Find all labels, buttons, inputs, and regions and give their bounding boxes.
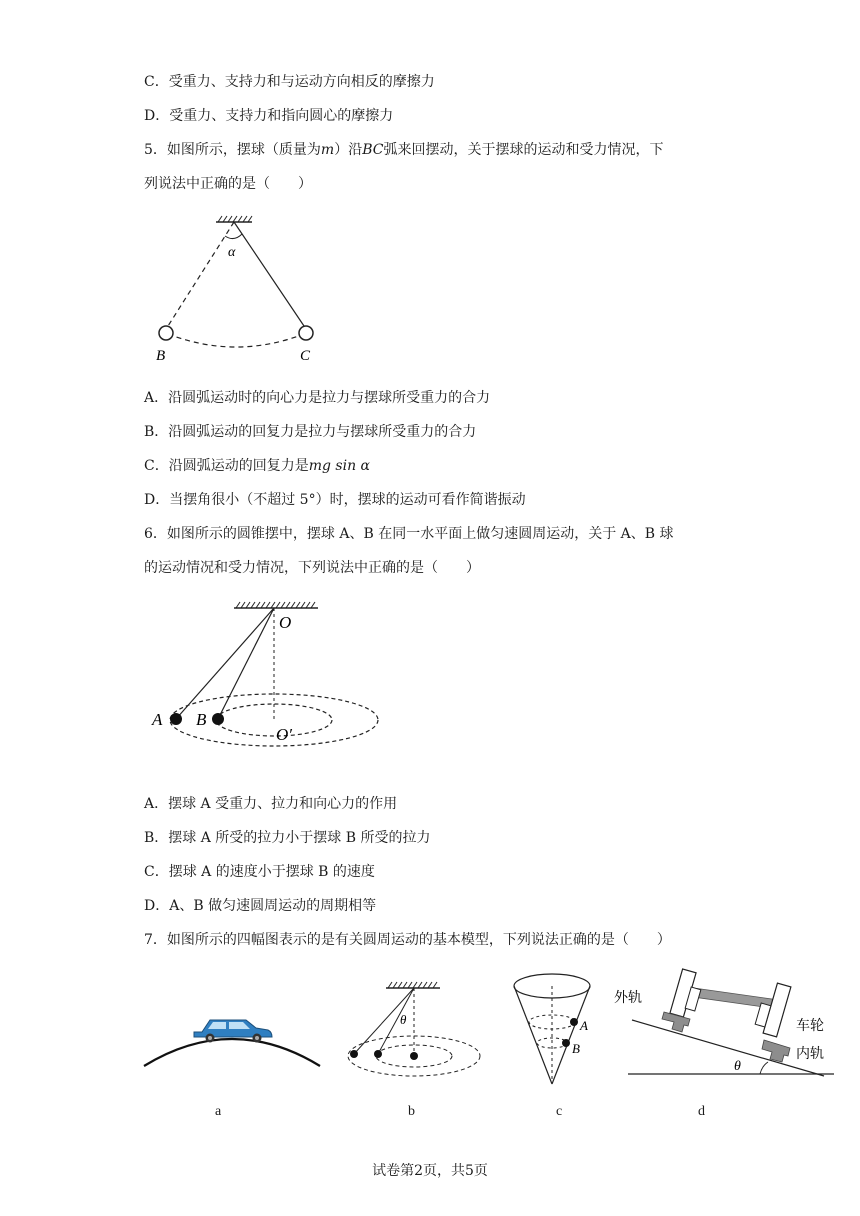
q5-stem-text-b: ）沿	[334, 142, 363, 158]
q7-figure-d-banked-track	[612, 964, 844, 1084]
q5-option-c-text: C．沿圆弧运动的回复力是	[144, 458, 309, 474]
q7-figure-b-conical-pendulum	[340, 980, 490, 1090]
q6-ball-a-label: A	[152, 710, 163, 729]
q7-caption-b: b	[408, 1104, 415, 1119]
q7-d-inner-rail-label: 内轨	[796, 1046, 824, 1062]
q5-stem-mass-symbol: m	[320, 142, 335, 158]
q6-point-o-label: O	[279, 613, 292, 632]
q5-stem-text-c: 弧来回摆动，关于摆球的运动和受力情况，下	[383, 142, 664, 158]
q5-stem-text-a: 5．如图所示，摆球（质量为	[144, 142, 321, 158]
q7-figure-a-car-on-bridge	[142, 1006, 322, 1070]
q5-pendulum-figure	[148, 212, 338, 368]
q4-option-d: D．受重力、支持力和指向圆心的摩擦力	[144, 108, 394, 124]
q5-stem-arc-label: BC	[362, 142, 384, 158]
q7-d-outer-rail-label: 外轨	[614, 990, 642, 1006]
q7-d-angle-label: θ	[734, 1059, 741, 1074]
q7-c-label-b: B	[572, 1041, 580, 1056]
q5-option-b: B．沿圆弧运动的回复力是拉力与摆球所受重力的合力	[144, 424, 477, 440]
q7-caption-d: d	[698, 1104, 705, 1119]
q7-figure-c-cone	[506, 970, 606, 1092]
q6-conical-pendulum-figure	[148, 598, 388, 750]
q4-option-c: C．受重力、支持力和与运动方向相反的摩擦力	[144, 74, 435, 90]
q7-c-label-a: A	[580, 1018, 588, 1033]
q7-d-wheel-label: 车轮	[796, 1018, 824, 1034]
q6-option-b: B．摆球 A 所受的拉力小于摆球 B 所受的拉力	[144, 830, 431, 846]
q5-point-c-label: C	[300, 348, 311, 364]
q5-option-c	[144, 456, 370, 476]
q6-option-d: D．A、B 做匀速圆周运动的周期相等	[144, 898, 377, 914]
q7-caption-a: a	[215, 1104, 222, 1119]
q6-option-c: C．摆球 A 的速度小于摆球 B 的速度	[144, 864, 375, 880]
q5-stem-line2: 列说法中正确的是（ ）	[144, 176, 312, 192]
q6-option-a: A．摆球 A 受重力、拉力和向心力的作用	[144, 796, 398, 812]
q7-caption-c: c	[556, 1104, 563, 1119]
q6-ball-b-label: B	[196, 710, 207, 729]
q6-point-o-prime-label: O′	[276, 725, 292, 744]
q5-stem-line1	[144, 140, 663, 160]
q6-stem-line1: 6．如图所示的圆锥摆中，摆球 A、B 在同一水平面上做匀速圆周运动，关于 A、B 球	[144, 526, 674, 542]
q7-b-angle-label: θ	[400, 1012, 407, 1027]
q5-angle-label: α	[228, 245, 236, 260]
q7-stem: 7．如图所示的四幅图表示的是有关圆周运动的基本模型，下列说法正确的是（ ）	[144, 932, 671, 948]
q5-point-b-label: B	[156, 348, 166, 364]
q5-option-d: D．当摆角很小（不超过 5°）时，摆球的运动可看作简谐振动	[144, 492, 526, 508]
q5-option-c-formula: mg sin α	[308, 458, 370, 474]
q5-option-a: A．沿圆弧运动时的向心力是拉力与摆球所受重力的合力	[144, 390, 491, 406]
page-footer: 试卷第2页，共5页	[372, 1163, 488, 1179]
q6-stem-line2: 的运动情况和受力情况，下列说法中正确的是（ ）	[144, 560, 480, 576]
